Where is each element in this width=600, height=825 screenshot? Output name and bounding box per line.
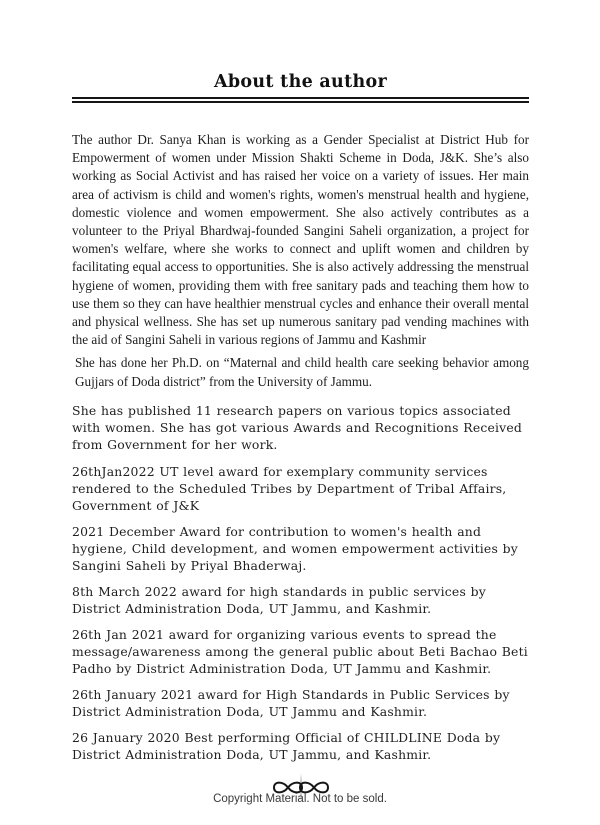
award-item: 2021 December Award for contribution to women's health and hygiene, Child development, and women empowerment activities by Sangini Saheli by Priyal Bhaderwaj.	[72, 523, 518, 573]
copyright-notice: Copyright Material. Not to be sold.	[213, 793, 387, 805]
award-item: 26 January 2020 Best performing Official of CHILDLINE Doda by District Administration Doda, UT Jammu, and Kashmir.	[72, 729, 501, 762]
award-item: 8th March 2022 award for high standards in public services by District Administration Doda, UT Jammu, and Kashmir.	[72, 583, 486, 616]
publications-paragraph: She has published 11 research papers on various topics associated with women. She has got various Awards and Recognitions Received from Government for her work.	[72, 402, 523, 452]
phd-paragraph: She has done her Ph.D. on “Maternal and child health care seeking behavior among Gujjars of Doda district” from the University of Jammu.	[75, 355, 529, 389]
title-divider-rule	[72, 97, 529, 103]
award-item: 26th January 2021 award for High Standards in Public Services by District Administration Doda, UT Jammu and Kashmir.	[72, 686, 510, 719]
author-bio-section	[72, 131, 529, 391]
awards-section	[72, 463, 529, 763]
publications-section	[72, 402, 529, 453]
bio-paragraph: The author Dr. Sanya Khan is working as a Gender Specialist at District Hub for Empowerment of women under Mission Shakti Scheme in Doda, J&K. She’s also working as Social Activist and has raised her voice on a variety of issues. Her main area of activism is child and women's rights, women's menstrual health and hygiene, domestic violence and women empowerment. She also actively contributes as a volunteer to the Priyal Bhardwaj-founded Sangini Saheli organization, a project for women's welfare, where she works to connect and uplift women and children by facilitating equal access to opportunities. She is also actively addressing the menstrual hygiene of women, providing them with free sanitary pads and teaching them how to use them so they can have healthier menstrual cycles and enhance their overall mental and physical wellness. She has set up numerous sanitary pad vending machines with the aid of Sangini Saheli in various regions of Jammu and Kashmir	[72, 132, 529, 348]
award-item: 26thJan2022 UT level award for exemplary community services rendered to the Scheduled Tribes by Department of Tribal Affairs, Government of J&K	[72, 463, 507, 513]
page-title: About the author	[214, 72, 387, 92]
page-content	[72, 0, 529, 808]
award-item: 26th Jan 2021 award for organizing various events to spread the message/awareness among the general public about Beti Bachao Beti Padho by District Administration Doda, UT Jammu and Kashmir.	[72, 626, 528, 676]
